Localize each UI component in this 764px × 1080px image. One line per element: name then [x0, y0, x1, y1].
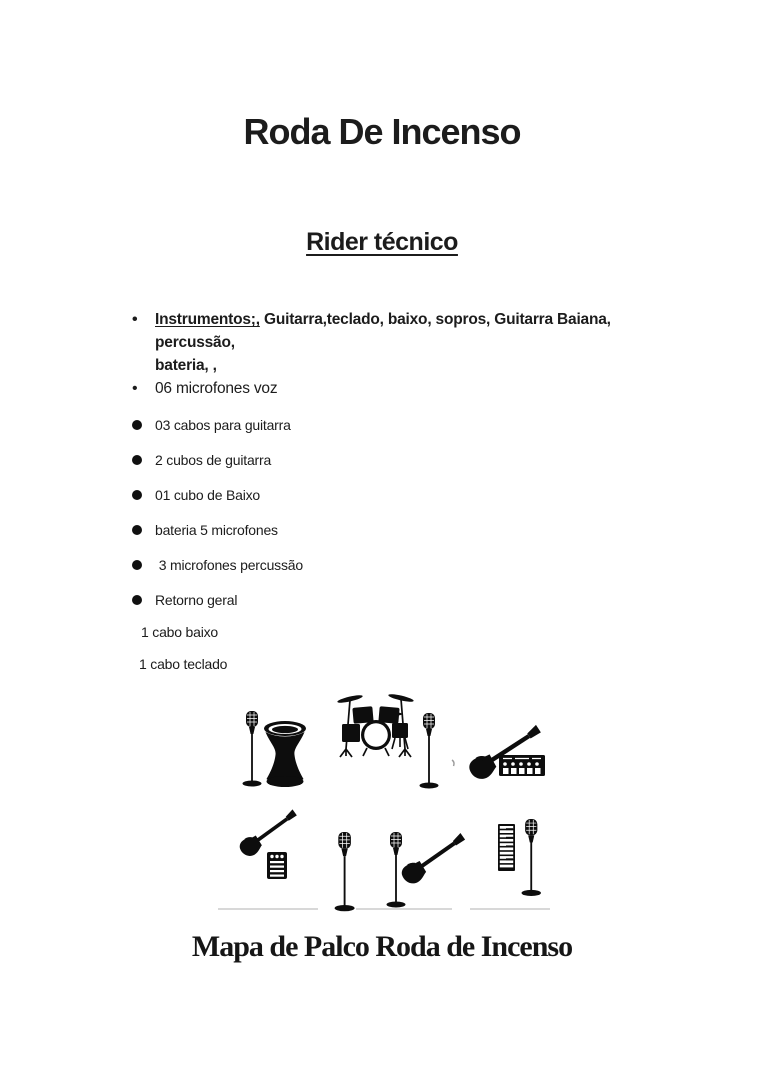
rider-item-body: 2 cubos de guitarra	[155, 452, 272, 468]
page-subtitle-text: Rider técnico	[306, 227, 458, 256]
bass-amp-icon	[267, 852, 287, 879]
drum-kit-icon	[337, 693, 414, 757]
rider-item-body: 01 cubo de Baixo	[155, 487, 260, 503]
guitar-amp-icon	[499, 755, 545, 776]
stage-map-graphic	[0, 680, 764, 928]
bullet-icon	[132, 308, 155, 331]
rider-list-item	[132, 655, 657, 674]
rider-list-item	[132, 521, 657, 540]
rider-list-item	[132, 486, 657, 505]
page-subtitle	[0, 225, 764, 259]
rider-item-text	[139, 655, 227, 674]
rider-item-body: 3 microfones percussão	[155, 557, 303, 573]
rider-item-text	[155, 556, 303, 575]
rider-item-body: 06 microfones voz	[155, 380, 278, 397]
bass-guitar-icon	[237, 806, 301, 860]
rider-item-text	[155, 451, 271, 470]
rider-item-text	[155, 591, 237, 610]
rider-list-item	[132, 451, 657, 470]
rider-list-item	[132, 591, 657, 610]
rider-list	[132, 308, 657, 674]
rider-item-text	[155, 416, 291, 435]
rider-item-lead: Instrumentos;,	[155, 311, 260, 328]
bullet-icon	[132, 377, 155, 400]
rider-item-body: 1 cabo teclado	[139, 656, 228, 672]
mic-stand-icon	[522, 819, 541, 896]
electric-guitar-icon	[398, 829, 469, 887]
rider-item-body: 03 cabos para guitarra	[155, 417, 291, 433]
mic-stand-icon	[420, 713, 439, 789]
bullet-icon	[132, 486, 155, 505]
page-title: Roda De Incenso	[243, 111, 521, 153]
rider-list-item	[132, 623, 657, 642]
rider-item-body: 1 cabo baixo	[141, 624, 218, 640]
bullet-icon	[132, 416, 155, 435]
mic-stand-icon	[335, 832, 355, 911]
rider-item-body: Guitarra,teclado, baixo, sopros, Guitarra Baiana, percussão,	[155, 311, 615, 351]
rider-item-body: bateria 5 microfones	[155, 522, 278, 538]
bullet-icon	[132, 591, 155, 610]
stage-map-svg	[0, 680, 764, 928]
rider-list-item	[132, 416, 657, 435]
bullet-icon	[132, 556, 155, 575]
rider-item-body: Retorno geral	[155, 592, 238, 608]
stray-mark	[452, 760, 454, 766]
rider-list-item	[132, 308, 657, 377]
djembe-icon	[264, 721, 306, 787]
keyboard-icon	[498, 824, 515, 871]
rider-item-text	[155, 377, 277, 400]
bullet-icon	[132, 521, 155, 540]
rider-item-line2: bateria, ,	[155, 357, 217, 374]
mic-stand-icon	[243, 711, 262, 787]
bullet-icon	[132, 451, 155, 470]
rider-item-text	[155, 308, 657, 377]
rider-item-text	[155, 521, 278, 540]
rider-list-item	[132, 377, 657, 400]
rider-item-text	[141, 623, 218, 642]
stage-map-caption: Mapa de Palco Roda de Incenso	[191, 930, 573, 963]
rider-item-text	[155, 486, 260, 505]
rider-list-item	[132, 556, 657, 575]
